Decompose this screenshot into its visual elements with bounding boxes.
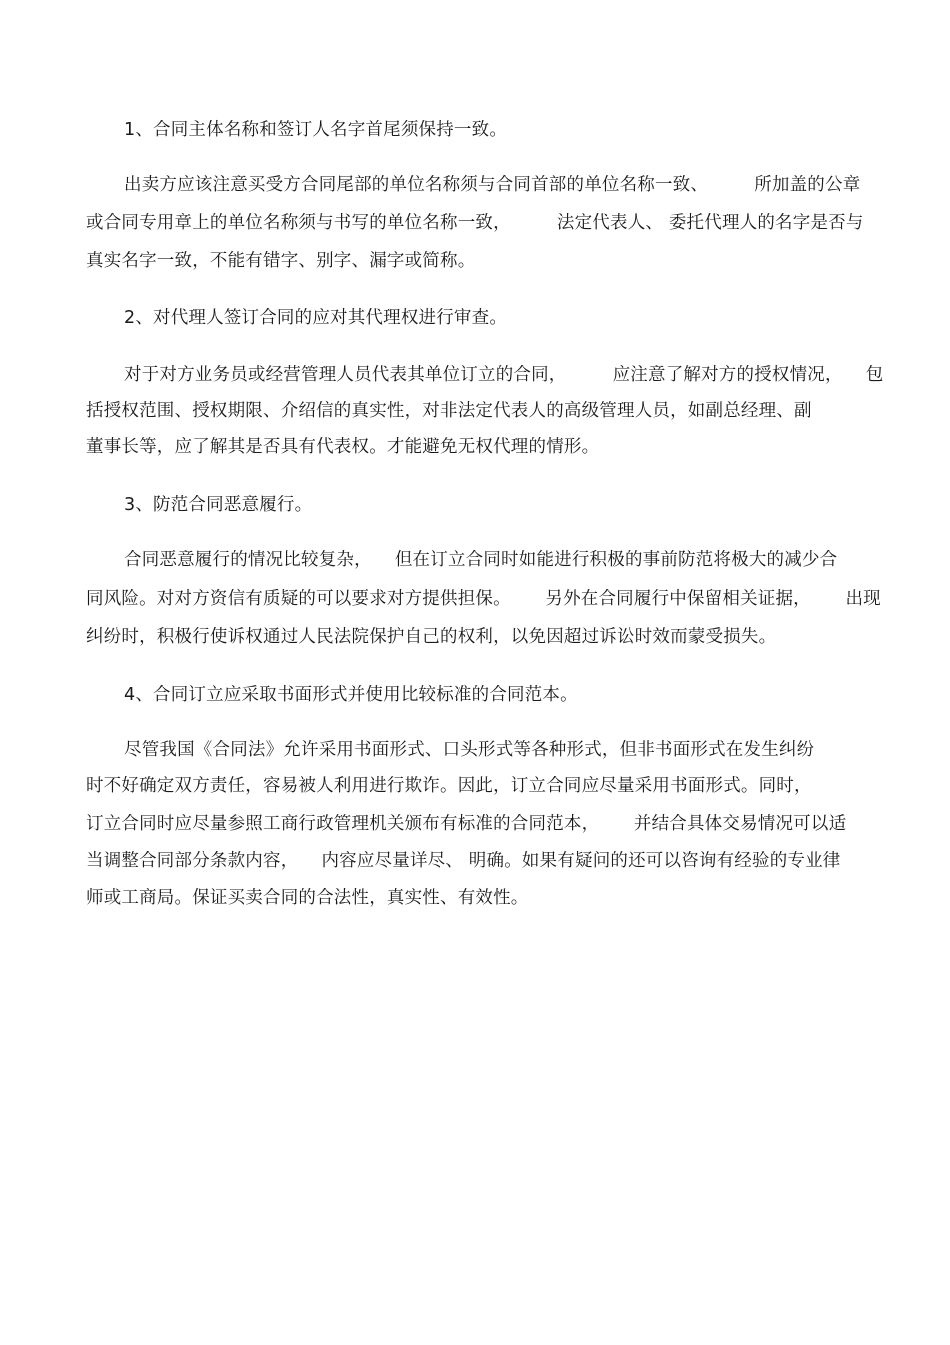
section-1-line-2: 或合同专用章上的单位名称须与书写的单位名称一致， 法定代表人、 委托代理人的名字是否与 [86, 213, 864, 233]
section-4-heading: 4、合同订立应采取书面形式并使用比较标准的合同范本。 [124, 685, 578, 705]
section-1-line-1: 出卖方应该注意买受方合同尾部的单位名称须与合同首部的单位名称一致、 所加盖的公章 [124, 175, 861, 195]
section-4-line-3: 订立合同时应尽量参照工商行政管理机关颁布有标准的合同范本， 并结合具体交易情况可以适 [86, 814, 847, 834]
section-2-line-2: 括授权范围、授权期限、介绍信的真实性，对非法定代表人的高级管理人员，如副总经理、副 [86, 401, 812, 421]
section-2-heading: 2、对代理人签订合同的应对其代理权进行审查。 [124, 308, 508, 328]
section-3-line-3: 纠纷时，积极行使诉权通过人民法院保护自己的权利，以免因超过诉讼时效而蒙受损失。 [86, 627, 777, 647]
section-4-line-4: 当调整合同部分条款内容， 内容应尽量详尽、 明确。如果有疑问的还可以咨询有经验的专业律 [86, 851, 841, 871]
section-3-line-2: 同风险。对对方资信有质疑的可以要求对方提供担保。 另外在合同履行中保留相关证据， 出现 [86, 589, 881, 609]
section-4-line-2: 时不好确定双方责任，容易被人利用进行欺诈。因此，订立合同应尽量采用书面形式。同时， [86, 776, 812, 796]
section-3-line-1: 合同恶意履行的情况比较复杂， 但在订立合同时如能进行积极的事前防范将极大的减少合 [124, 550, 838, 570]
section-2-line-3: 董事长等，应了解其是否具有代表权。才能避免无权代理的情形。 [86, 437, 600, 457]
section-3-heading: 3、防范合同恶意履行。 [124, 495, 313, 515]
section-4-line-1: 尽管我国《合同法》允许采用书面形式、口头形式等各种形式，但非书面形式在发生纠纷 [124, 740, 815, 760]
section-1-heading: 1、合同主体名称和签订人名字首尾须保持一致。 [124, 120, 508, 140]
section-4-line-5: 师或工商局。保证买卖合同的合法性，真实性、有效性。 [86, 888, 529, 908]
section-2-line-1: 对于对方业务员或经营管理人员代表其单位订立的合同， 应注意了解对方的授权情况， 包 [124, 365, 884, 385]
section-1-line-3: 真实名字一致，不能有错字、别字、漏字或简称。 [86, 251, 476, 271]
